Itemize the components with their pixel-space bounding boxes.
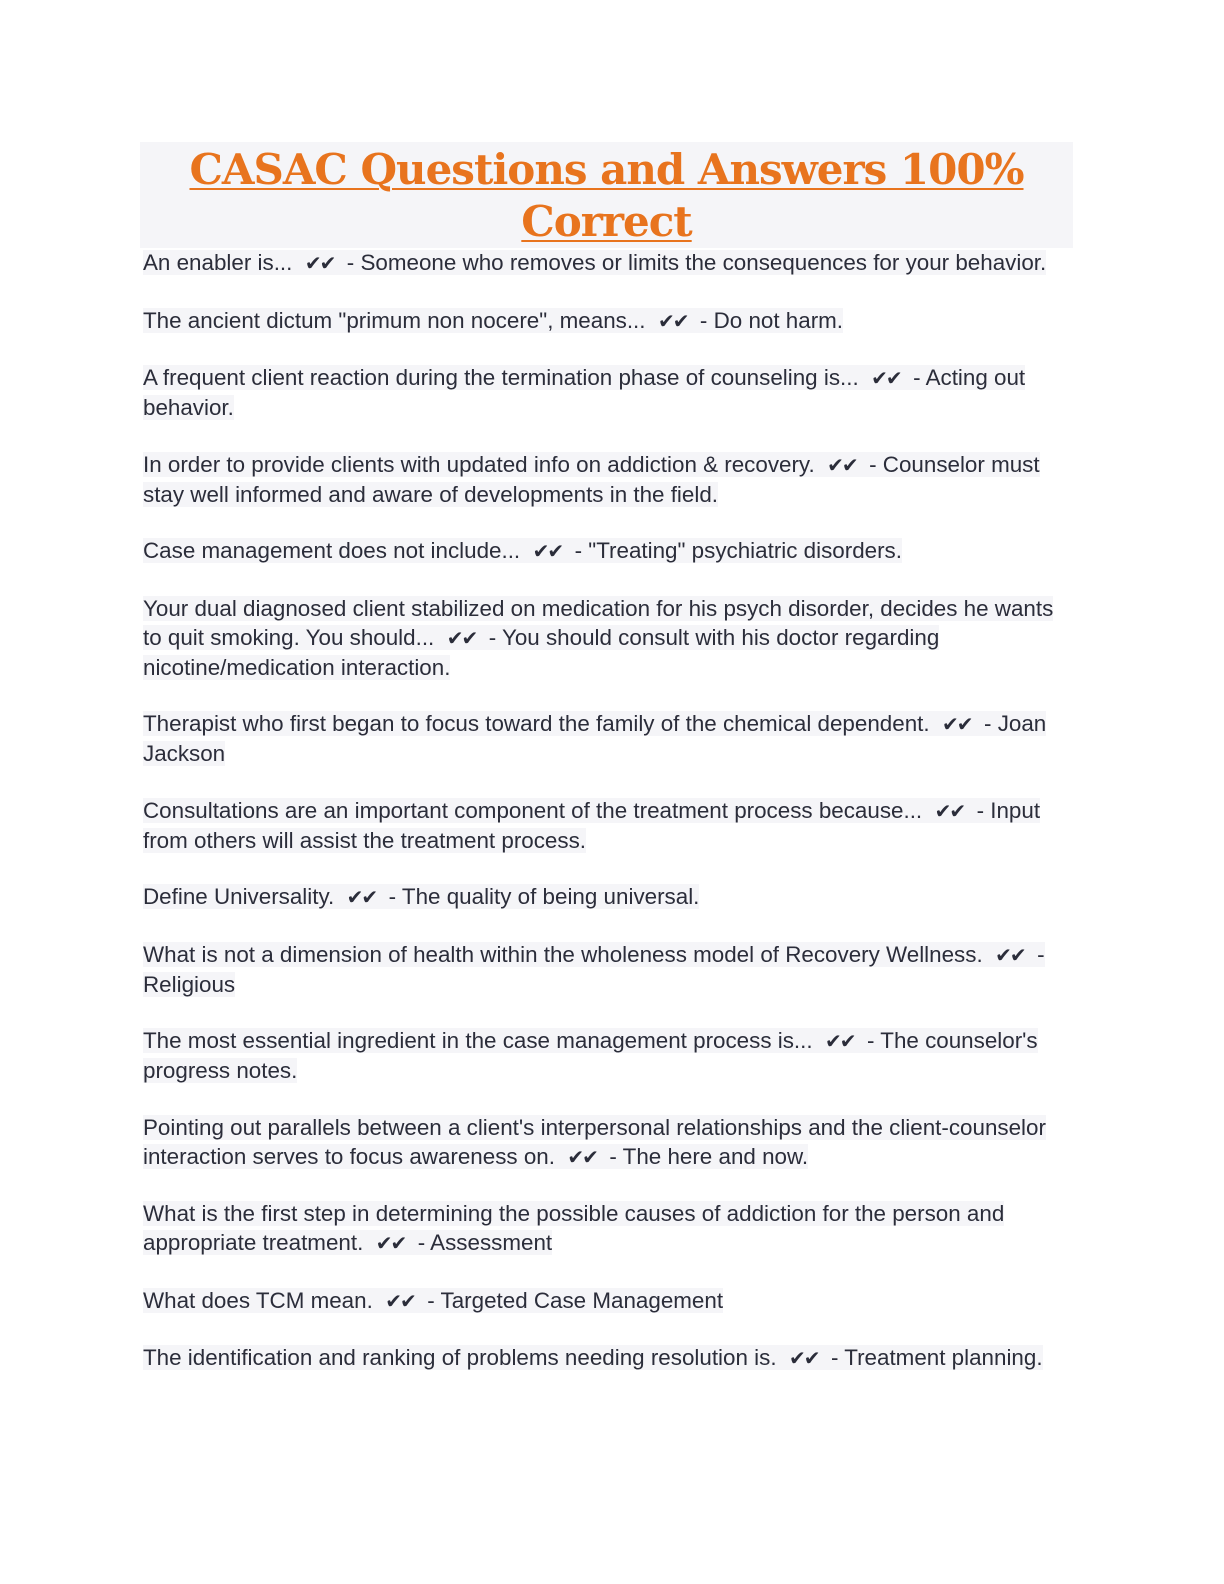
question-text: What does TCM mean. <box>143 1287 373 1313</box>
answer-text: - Someone who removes or limits the consequences for your behavior. <box>346 250 1047 275</box>
answer-text: - Treatment planning. <box>830 1345 1043 1370</box>
question-text: Case management does not include... <box>143 538 521 563</box>
check-mark-icon: ✔✔ <box>789 1346 819 1370</box>
question-text: The ancient dictum "primum non nocere", means... <box>143 307 646 333</box>
check-mark-icon: ✔✔ <box>567 1144 597 1169</box>
answer-text: - You should consult with his doctor regarding nicotine/medication interaction. <box>143 624 940 680</box>
check-mark-icon: ✔✔ <box>385 1288 415 1313</box>
answer-text: - Joan Jackson <box>143 711 1047 766</box>
question-text: An enabler is... <box>143 250 293 275</box>
check-mark-icon: ✔✔ <box>304 251 335 275</box>
answer-text: - Acting out behavior. <box>143 365 1026 420</box>
qa-item <box>143 1026 1073 1085</box>
answer-text: - Religious <box>143 941 1045 997</box>
check-mark-icon: ✔✔ <box>871 366 901 390</box>
qa-item <box>143 709 1073 768</box>
qa-item <box>143 594 1073 682</box>
qa-item <box>143 940 1073 999</box>
check-mark-icon: ✔✔ <box>995 942 1025 967</box>
check-mark-icon: ✔✔ <box>375 1231 406 1255</box>
check-mark-icon: ✔✔ <box>942 712 972 736</box>
qa-list <box>143 248 1073 1401</box>
check-mark-icon: ✔✔ <box>532 539 563 563</box>
question-text: What is not a dimension of health within the wholeness model of Recovery Wellness. <box>143 941 983 967</box>
qa-item <box>143 1199 1073 1258</box>
qa-item <box>143 450 1073 509</box>
question-text: A frequent client reaction during the termination phase of counseling is... <box>143 365 859 390</box>
qa-item <box>143 536 1073 566</box>
answer-text: - Do not harm. <box>699 307 844 333</box>
answer-text: - The counselor's progress notes. <box>143 1028 1038 1083</box>
check-mark-icon: ✔✔ <box>657 308 688 333</box>
question-text: Pointing out parallels between a client's interpersonal relationships and the client-counselor interaction serves to focus awareness on. <box>143 1114 1046 1169</box>
answer-text: - The here and now. <box>609 1143 809 1169</box>
question-text: In order to provide clients with updated info on addiction & recovery. <box>143 451 815 477</box>
qa-item <box>143 882 1073 912</box>
check-mark-icon: ✔✔ <box>446 625 477 650</box>
qa-item <box>143 363 1073 422</box>
question-text: The identification and ranking of problems needing resolution is. <box>143 1345 777 1370</box>
answer-text: - "Treating" psychiatric disorders. <box>574 538 902 563</box>
check-mark-icon: ✔✔ <box>346 885 377 909</box>
question-text: Your dual diagnosed client stabilized on medication for his psych disorder, decides he wants to quit smoking. You should... <box>143 595 1054 650</box>
qa-item <box>143 306 1073 336</box>
qa-item <box>143 1343 1073 1373</box>
question-text: What is the first step in determining the possible causes of addiction for the person and appropriate treatment. <box>143 1201 1005 1255</box>
qa-item <box>143 796 1073 855</box>
answer-text: - Targeted Case Management <box>427 1287 724 1313</box>
qa-item <box>143 248 1073 278</box>
check-mark-icon: ✔✔ <box>825 1029 855 1053</box>
answer-text: - Counselor must stay well informed and aware of developments in the field. <box>143 451 1040 507</box>
answer-text: - Input from others will assist the treatment process. <box>143 797 1041 853</box>
question-text: Therapist who first began to focus toward the family of the chemical dependent. <box>143 711 930 736</box>
check-mark-icon: ✔✔ <box>827 452 857 477</box>
qa-item <box>143 1286 1073 1316</box>
answer-text: - The quality of being universal. <box>388 884 700 909</box>
question-text: Define Universality. <box>143 884 335 909</box>
qa-item <box>143 1113 1073 1172</box>
question-text: The most essential ingredient in the case management process is... <box>143 1028 813 1053</box>
question-text: Consultations are an important component of the treatment process because... <box>143 797 923 823</box>
check-mark-icon: ✔✔ <box>934 798 965 823</box>
document-title: CASAC Questions and Answers 100% Correct <box>189 145 1024 246</box>
answer-text: - Assessment <box>417 1230 553 1255</box>
title-block <box>140 142 1073 248</box>
